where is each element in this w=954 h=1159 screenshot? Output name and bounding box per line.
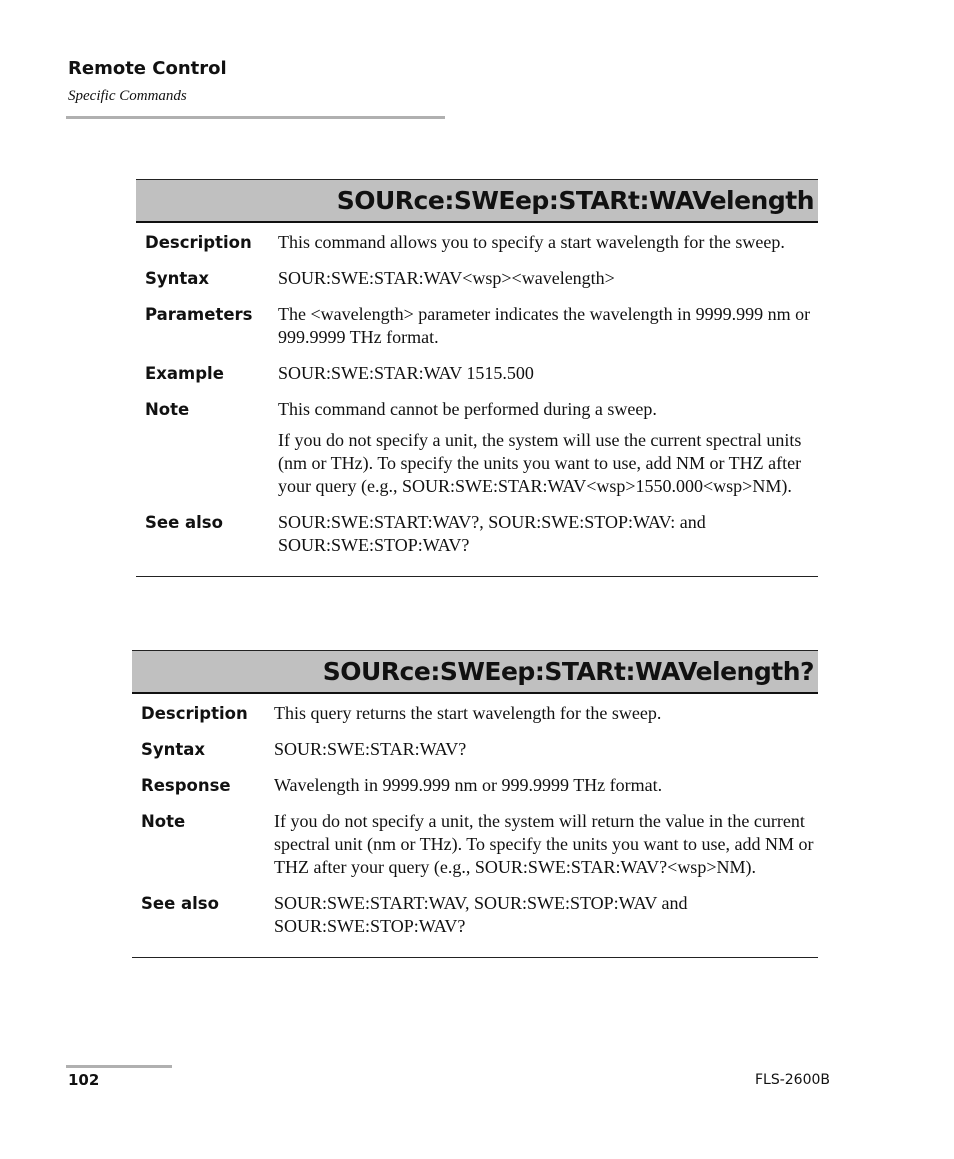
- command-rows: [136, 223, 818, 577]
- row-value: [274, 738, 818, 761]
- row-label: Parameters: [145, 305, 253, 324]
- row-paragraph: If you do not specify a unit, the system will return the value in the current spectral unit (nm or THz). To specify the units you want to use, add NM or THZ after your query (e.g., SOUR:SWE:STAR:WAV?<wsp>NM).: [274, 811, 814, 877]
- header-rule: [66, 116, 445, 119]
- row-paragraph: SOUR:SWE:START:WAV, SOUR:SWE:STOP:WAV and SOUR:SWE:STOP:WAV?: [274, 893, 688, 936]
- row-value: [278, 398, 818, 498]
- row-response: [132, 774, 818, 797]
- row-description: [132, 702, 818, 725]
- row-label: Description: [141, 704, 248, 723]
- row-value: [274, 774, 818, 797]
- row-value: [278, 511, 818, 557]
- row-syntax: [132, 738, 818, 761]
- row-value: [274, 810, 818, 879]
- row-paragraph: SOUR:SWE:START:WAV?, SOUR:SWE:STOP:WAV: and SOUR:SWE:STOP:WAV?: [278, 512, 706, 555]
- row-label: Syntax: [141, 740, 206, 759]
- running-header-title: Remote Control: [68, 58, 227, 79]
- row-label: Description: [145, 233, 252, 252]
- row-paragraph: This query returns the start wavelength for the sweep.: [274, 703, 662, 723]
- row-paragraph: The <wavelength> parameter indicates the wavelength in 9999.999 nm or 999.9999 THz format.: [278, 304, 811, 347]
- row-label: See also: [145, 513, 223, 532]
- row-paragraph: This command cannot be performed during a sweep.: [278, 399, 657, 419]
- row-label: See also: [141, 894, 219, 913]
- footer-rule: [66, 1065, 172, 1068]
- row-value: [278, 362, 818, 385]
- page-number: 102: [68, 1071, 100, 1089]
- row-value: [278, 267, 818, 290]
- row-example: [136, 362, 818, 385]
- row-see-also: [136, 511, 818, 557]
- row-description: [136, 231, 818, 254]
- row-paragraph: Wavelength in 9999.999 nm or 999.9999 THz format.: [274, 775, 663, 795]
- query-rows: [132, 694, 818, 958]
- row-paragraph: SOUR:SWE:STAR:WAV?: [274, 739, 467, 759]
- row-parameters: [136, 303, 818, 349]
- query-block: [132, 650, 818, 958]
- row-see-also: [132, 892, 818, 938]
- row-paragraph: If you do not specify a unit, the system will use the current spectral units (nm or THz). To specify the units you want to use, add NM or THZ after your query (e.g., SOUR:SWE:STAR:WAV<wsp>1550.000<wsp>NM).: [278, 430, 802, 496]
- row-label: Example: [145, 364, 224, 383]
- row-paragraph: SOUR:SWE:STAR:WAV 1515.500: [278, 363, 534, 383]
- row-paragraph: This command allows you to specify a start wavelength for the sweep.: [278, 232, 785, 252]
- running-header-subtitle: Specific Commands: [68, 88, 187, 104]
- row-value: [274, 892, 818, 938]
- row-label: Note: [145, 400, 190, 419]
- row-syntax: [136, 267, 818, 290]
- row-label: Response: [141, 776, 231, 795]
- row-paragraph: SOUR:SWE:STAR:WAV<wsp><wavelength>: [278, 268, 615, 288]
- command-title: SOURce:SWEep:STARt:WAVelength: [136, 179, 818, 223]
- row-value: [278, 231, 818, 254]
- product-model: FLS-2600B: [754, 1072, 830, 1088]
- row-label: Note: [141, 812, 186, 831]
- row-note: [132, 810, 818, 879]
- row-note: [136, 398, 818, 498]
- row-label: Syntax: [145, 269, 210, 288]
- command-block: [136, 179, 818, 577]
- query-title: SOURce:SWEep:STARt:WAVelength?: [132, 650, 818, 694]
- row-value: [278, 303, 818, 349]
- row-value: [274, 702, 818, 725]
